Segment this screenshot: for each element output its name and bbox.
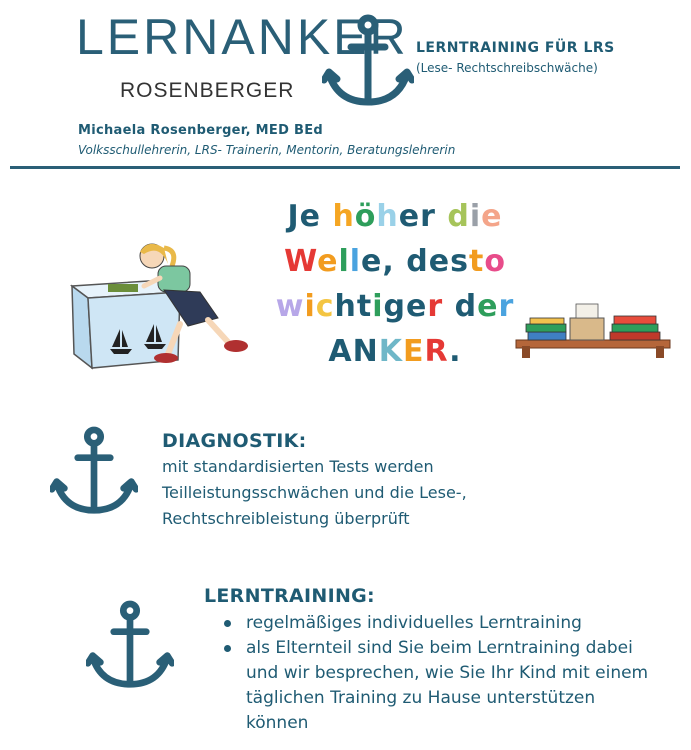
motto-letter: e (477, 289, 499, 324)
motto-letter: o (484, 244, 506, 279)
motto-letter (321, 199, 332, 234)
motto-letter: r (427, 289, 444, 324)
motto-line (235, 329, 555, 374)
header-subtitle: (Lese- Rechtschreibschwäche) (416, 61, 598, 75)
diagnostik-line: Teilleistungsschwächen und die Lese-, (162, 483, 467, 502)
motto-letter: t (468, 244, 485, 279)
motto-letter: i (469, 199, 482, 234)
motto-letter: r (498, 289, 515, 324)
header-title: LERNTRAINING FÜR LRS (416, 40, 615, 56)
diagnostik-line: Rechtschreibleistung überprüft (162, 509, 410, 528)
motto-letter: i (372, 289, 384, 324)
motto-letter: c (315, 289, 335, 324)
anchor-icon (322, 14, 414, 112)
motto-letter: l (349, 244, 362, 279)
motto-letter: J (287, 199, 300, 234)
diagnostik-title: DIAGNOSTIK: (162, 430, 307, 452)
child-pushing-box-illustration (68, 234, 258, 374)
motto-letter: K (378, 334, 403, 369)
motto-letter (395, 244, 406, 279)
author-name: Michaela Rosenberger, MED BEd (78, 123, 323, 138)
motto-letter: e (406, 289, 428, 324)
motto-letter: e (398, 199, 421, 234)
header-divider (10, 166, 680, 169)
motto-letter: i (304, 289, 316, 324)
motto-line (235, 284, 555, 329)
motto-letter: w (275, 289, 305, 324)
motto-letter: s (450, 244, 469, 279)
motto-letter: e (299, 199, 321, 234)
motto-letter (436, 199, 447, 234)
list-item-line: können (246, 713, 309, 733)
motto-letter: h (376, 199, 399, 234)
diagnostik-body (162, 454, 467, 532)
brand-logo-text: LERNANKER (76, 9, 409, 65)
motto-letter: , (382, 244, 395, 279)
anchor-icon (86, 600, 174, 694)
diagnostik-line: mit standardisierten Tests werden (162, 457, 434, 476)
motto-letter: t (356, 289, 373, 324)
motto-letter: . (449, 334, 462, 369)
motto-letter: E (403, 334, 425, 369)
lerntraining-title: LERNTRAINING: (204, 585, 375, 607)
motto-letter: d (447, 199, 470, 234)
motto-letter: e (317, 244, 339, 279)
list-item-line: als Elternteil sind Sie beim Lerntraining dabei (246, 638, 633, 658)
list-item-line: und wir besprechen, wie Sie Ihr Kind mit einem (246, 663, 649, 683)
brand-logo-subtext: ROSENBERGER (120, 79, 295, 102)
motto-letter: d (406, 244, 429, 279)
motto-letter: e (428, 244, 451, 279)
motto-letter: N (352, 334, 379, 369)
motto-letter: d (454, 289, 478, 324)
motto-letter: e (361, 244, 383, 279)
motto-letter: e (481, 199, 503, 234)
motto (235, 194, 555, 374)
list-item-line: regelmäßiges individuelles Lerntraining (246, 613, 582, 633)
motto-letter: h (334, 289, 357, 324)
motto-letter: R (424, 334, 450, 369)
motto-letter: l (338, 244, 350, 279)
motto-letter: A (328, 334, 353, 369)
motto-letter: h (332, 199, 355, 234)
motto-letter: W (284, 244, 318, 279)
author-roles: Volksschullehrerin, LRS- Trainerin, Mentorin, Beratungslehrerin (78, 143, 456, 157)
lerntraining-list (204, 611, 684, 736)
motto-letter: r (420, 199, 436, 234)
motto-line (235, 239, 555, 284)
anchor-icon (50, 426, 138, 520)
list-item (204, 611, 684, 636)
books-on-shelf-illustration (514, 296, 672, 360)
motto-letter (443, 289, 454, 324)
motto-letter: ö (354, 199, 377, 234)
list-item-line: täglichen Training zu Hause unterstützen (246, 688, 596, 708)
list-item (204, 636, 684, 736)
motto-line (235, 194, 555, 239)
motto-letter: g (383, 289, 407, 324)
